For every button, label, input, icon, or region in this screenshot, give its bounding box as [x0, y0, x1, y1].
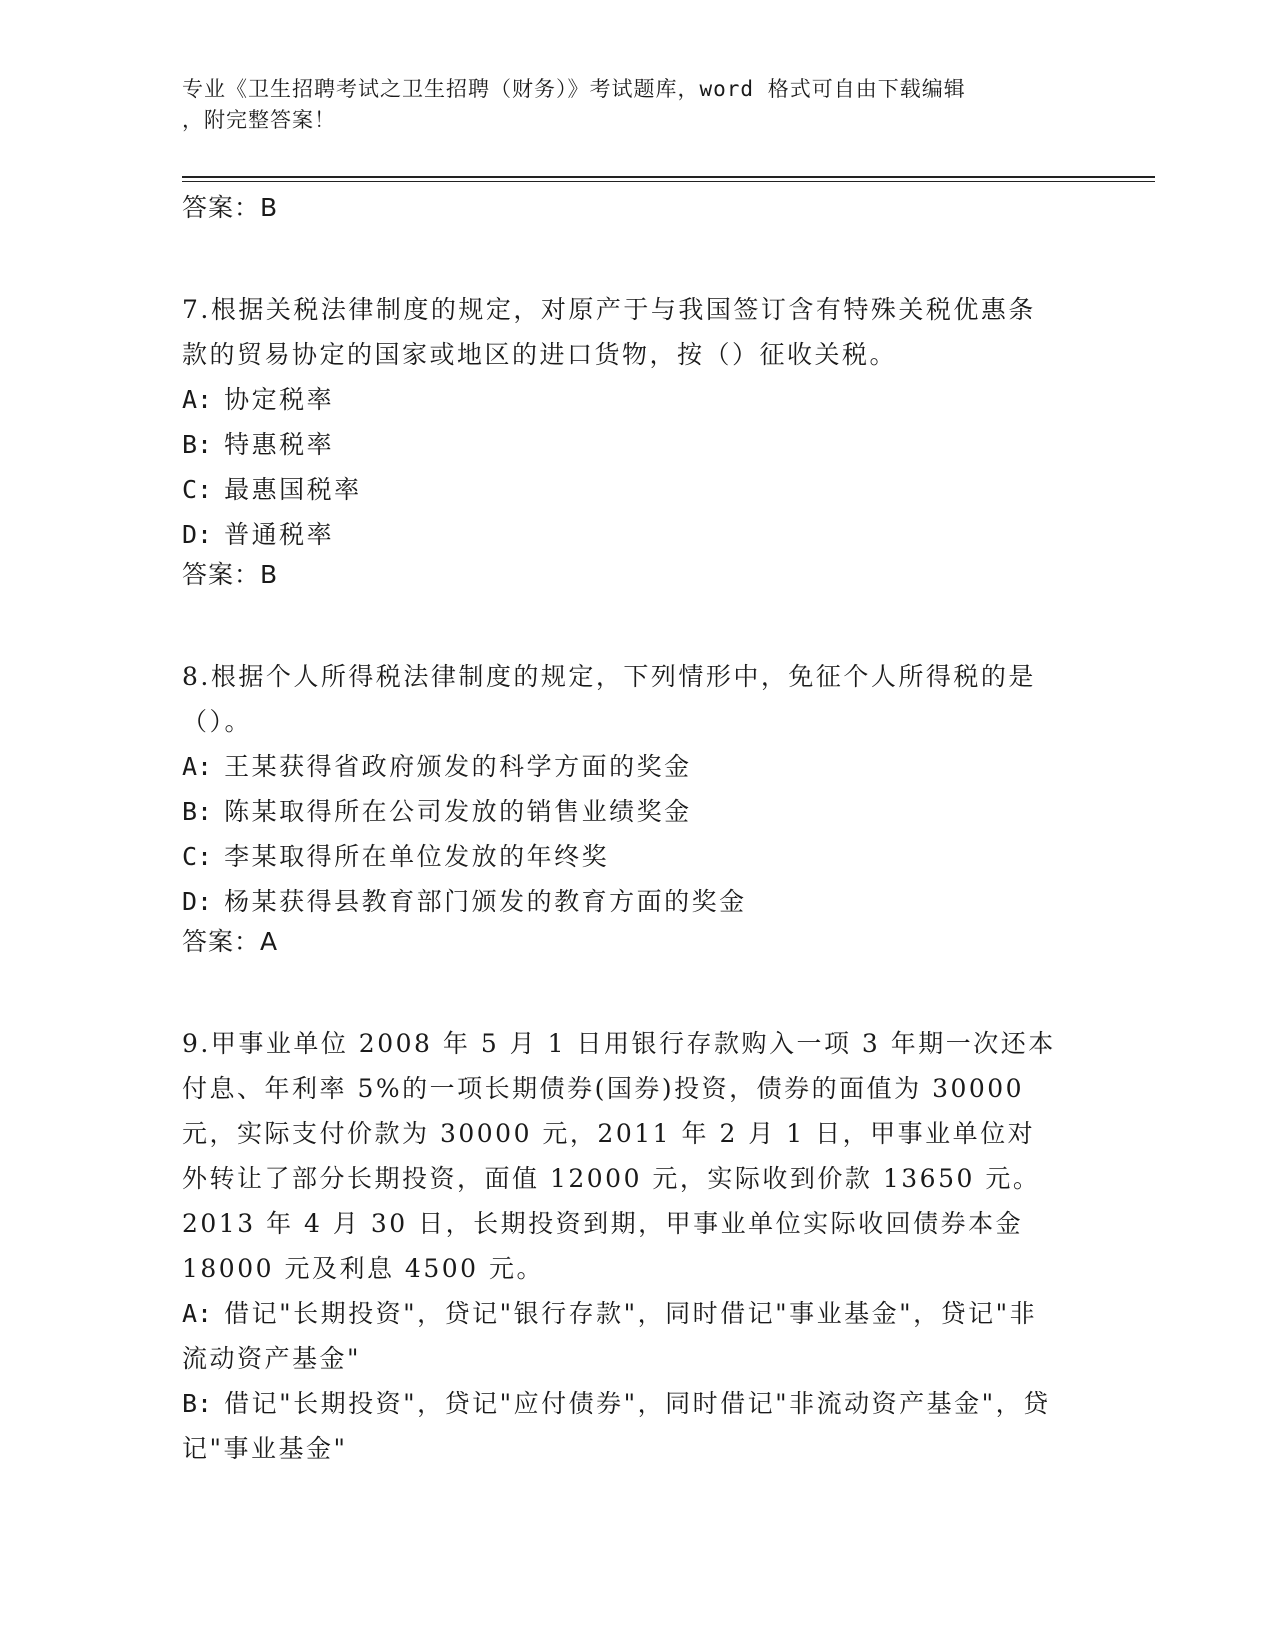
option-letter: B: — [182, 1389, 213, 1418]
option-b — [182, 422, 1062, 467]
header-rule-thick — [182, 176, 1155, 178]
option-d — [182, 879, 1062, 924]
answer-q6 — [182, 190, 1062, 239]
option-d — [182, 512, 1062, 557]
option-c — [182, 834, 1062, 879]
answer-label: 答案： — [182, 193, 261, 222]
option-text: 陈某取得所在公司发放的销售业绩奖金 — [224, 797, 692, 826]
option-text: 特惠税率 — [224, 430, 335, 459]
header-rule-thin — [182, 181, 1155, 182]
question-text: 7.根据关税法律制度的规定，对原产于与我国签订含有特殊关税优惠条款的贸易协定的国家或地区的进口货物，按（）征收关税。 — [182, 295, 1036, 369]
option-a — [182, 377, 1062, 422]
spacer — [182, 606, 1062, 654]
option-text: 借记"长期投资"，贷记"应付债券"，同时借记"非流动资产基金"，贷记"事业基金" — [182, 1389, 1051, 1463]
option-letter: D: — [182, 520, 213, 549]
question-text: 9.甲事业单位 2008 年 5 月 1 日用银行存款购入一项 3 年期一次还本付息、年利率 5%的一项长期债券(国券)投资，债券的面值为 30000 元，实际支付价款为 30000 元，2011 年 2 月 1 日，甲事业单位对外转让了部分长期投资，面值 12000 元，实际收到价款 13650 元。2013 年 4 月 30 日，长期投资到期，甲事业单位实际收回债券本金 18000 元及利息 4500 元。 — [182, 1029, 1056, 1283]
option-b — [182, 1381, 1062, 1471]
answer-label: 答案： — [182, 560, 261, 589]
answer-q8 — [182, 924, 1062, 973]
option-a — [182, 744, 1062, 789]
option-a — [182, 1291, 1062, 1381]
question-8 — [182, 654, 1062, 973]
option-text: 王某获得省政府颁发的科学方面的奖金 — [224, 752, 692, 781]
answer-label: 答案： — [182, 927, 261, 956]
option-letter: C: — [182, 475, 213, 504]
spacer — [182, 973, 1062, 1021]
option-text: 普通税率 — [224, 520, 335, 549]
option-text: 最惠国税率 — [224, 475, 362, 504]
option-letter: D: — [182, 887, 213, 916]
document-body — [182, 190, 1062, 1471]
option-b — [182, 789, 1062, 834]
answer-value: B — [260, 193, 279, 222]
option-letter: B: — [182, 430, 213, 459]
option-letter: A: — [182, 1299, 213, 1328]
option-letter: A: — [182, 385, 213, 414]
answer-value: A — [260, 927, 279, 956]
option-text: 杨某获得县教育部门颁发的教育方面的奖金 — [224, 887, 747, 916]
header-line-2: ，附完整答案！ — [182, 108, 336, 132]
header-line-1: 专业《卫生招聘考试之卫生招聘（财务）》考试题库，word 格式可自由下载编辑 — [182, 77, 966, 101]
option-text: 借记"长期投资"，贷记"银行存款"，同时借记"事业基金"，贷记"非流动资产基金" — [182, 1299, 1038, 1373]
spacer — [182, 239, 1062, 287]
document-header — [182, 74, 1062, 136]
question-9 — [182, 1021, 1062, 1471]
option-text: 李某取得所在单位发放的年终奖 — [224, 842, 610, 871]
question-7 — [182, 287, 1062, 606]
option-letter: A: — [182, 752, 213, 781]
answer-value: B — [260, 560, 279, 589]
question-text: 8.根据个人所得税法律制度的规定，下列情形中，免征个人所得税的是（）。 — [182, 662, 1036, 736]
option-text: 协定税率 — [224, 385, 335, 414]
option-letter: C: — [182, 842, 213, 871]
option-letter: B: — [182, 797, 213, 826]
option-c — [182, 467, 1062, 512]
answer-q7 — [182, 557, 1062, 606]
